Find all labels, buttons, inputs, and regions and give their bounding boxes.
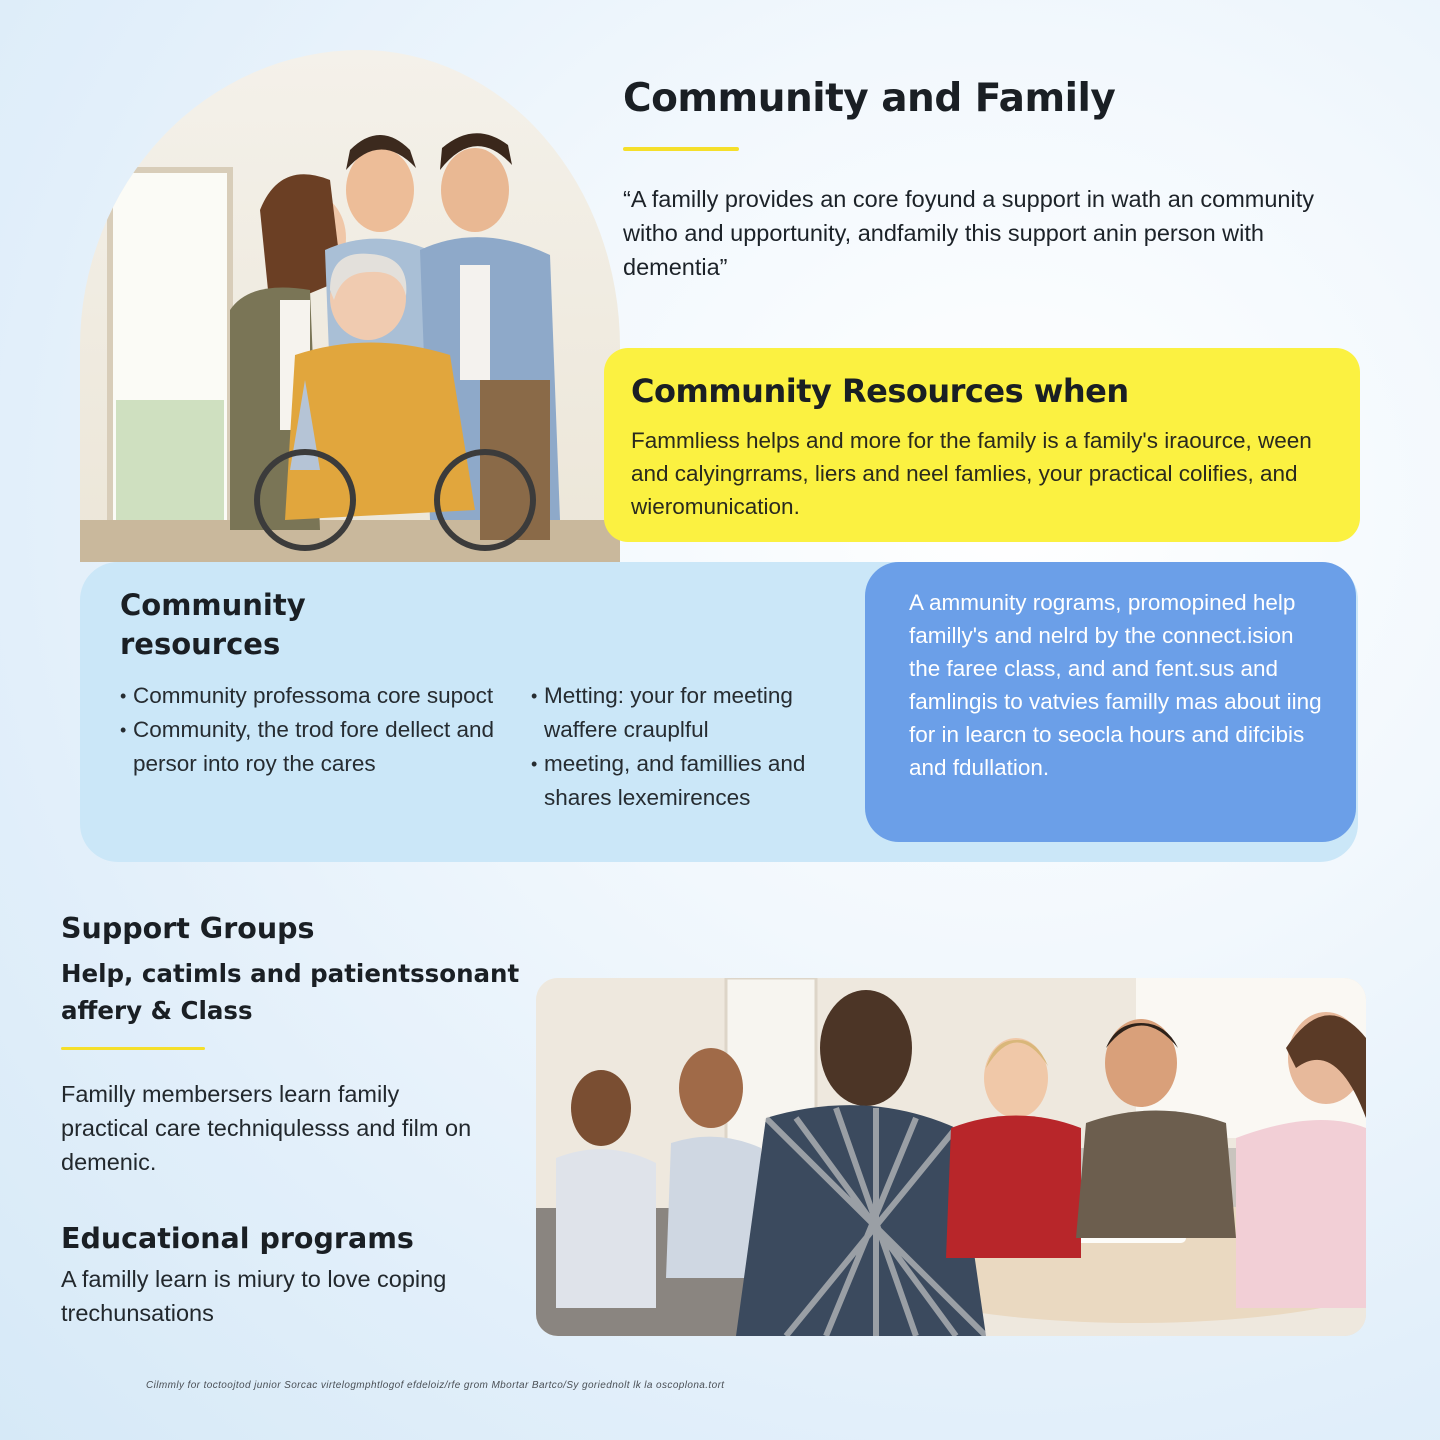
family-photo-illustration (80, 50, 620, 562)
left-bullet-list (120, 679, 520, 781)
title-underline (623, 147, 739, 151)
support-groups-text: Familly membersers learn family practical care techniqulesss and film on demenic. (61, 1081, 472, 1175)
support-groups-subtitle: Help, catimls and patientssonant affery & Class (61, 959, 520, 1025)
right-bullet-list (531, 679, 861, 815)
family-photo (80, 50, 620, 562)
bullet-item: • Community, the trod fore dellect and persor into roy the cares (120, 713, 520, 781)
community-programs-text: A ammunity rograms, promopined help familly's and nelrd by the connect.ision the faree class, and and fent.sus and famlingis to vatvies familly mas about iing for in learcn to seocla hours and difcibis and fdullation. (909, 590, 1322, 780)
bullet-item: • Community professoma core supoct (120, 679, 520, 713)
support-group-photo-illustration (536, 978, 1366, 1336)
support-group-photo (536, 978, 1366, 1336)
community-resources-card (604, 348, 1360, 542)
community-resources-card-body: Fammliess helps and more for the family is a family's iraource, ween and calyingrrams, liers and neel famlies, your practical colifies, and wieromunication. (631, 428, 1312, 519)
family-quote: “A familly provides an core foyund a support in wath an community witho and upportunity, andfamily this support anin person with dementia” (623, 186, 1314, 280)
educational-programs-text: A familly learn is miury to love coping trechunsations (61, 1266, 447, 1326)
bullet-item: • Metting: your for meeting waffere crauplful (531, 679, 861, 747)
community-resources-heading: Community resources (120, 588, 306, 661)
educational-programs-title: Educational programs (61, 1222, 414, 1255)
community-resources-card-title: Community Resources when (631, 372, 1129, 410)
support-groups-underline (61, 1047, 205, 1050)
community-programs-card (865, 562, 1356, 842)
page-title: Community and Family (623, 76, 1116, 121)
support-groups-title: Support Groups (61, 912, 315, 945)
bullet-item: • meeting, and famillies and shares lexemirences (531, 747, 861, 815)
footer-note: Cilmmly for toctoojtod junior Sorcac virtelogmphtlogof efdeloiz/rfe grom Mbortar Bartco/Sy goriednolt lk la oscoplona.tort (146, 1380, 725, 1391)
